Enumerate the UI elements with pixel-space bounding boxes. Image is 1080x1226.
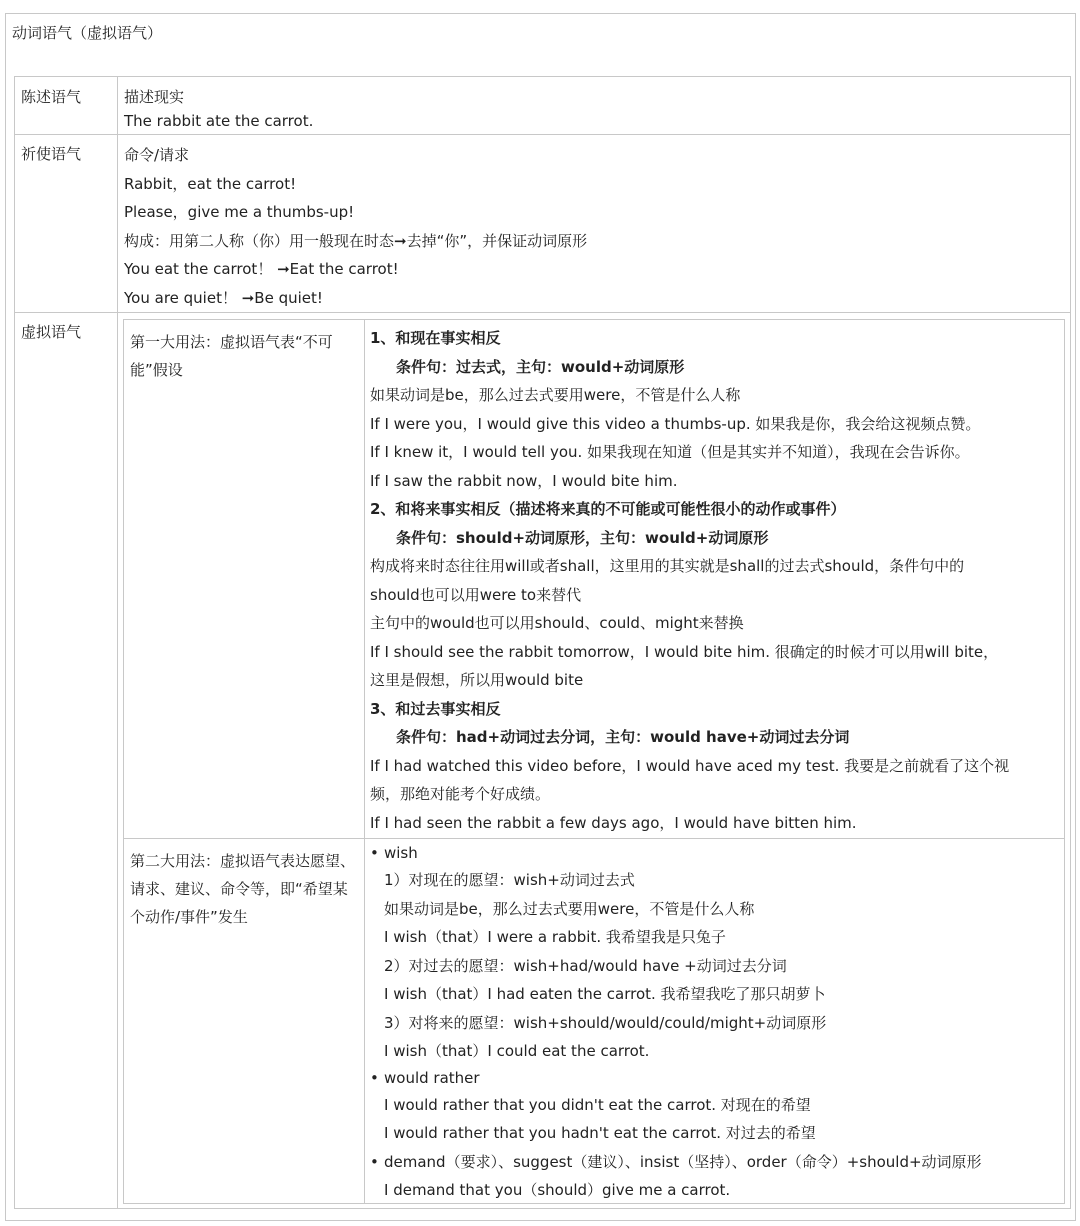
usage1-line: If I had seen the rabbit a few days ago，I would have bitten him. bbox=[370, 813, 857, 832]
imperative-line: You are quiet！ ➞Be quiet! bbox=[124, 288, 323, 307]
usage1-heading-future-formula: 条件句：should+动词原形，主句：would+动词原形 bbox=[396, 528, 769, 547]
usage1-heading-past: 3、和过去事实相反 bbox=[370, 699, 501, 718]
bullet-label: wish bbox=[384, 844, 418, 862]
imperative-line: 构成：用第二人称（你）用一般现在时态➞去掉“你”，并保证动词原形 bbox=[124, 231, 588, 250]
bullet-demand bbox=[370, 1148, 1059, 1177]
usage1-label-cell bbox=[123, 319, 365, 839]
usage1-line: If I saw the rabbit now，I would bite him. bbox=[370, 471, 678, 490]
usage2-line: I would rather that you didn't eat the carrot. 对现在的希望 bbox=[384, 1095, 811, 1114]
usage2-label: 第二大用法：虚拟语气表达愿望、请求、建议、命令等，即“希望某个动作/事件”发生 bbox=[130, 852, 356, 926]
imperative-line: You eat the carrot！ ➞Eat the carrot! bbox=[124, 260, 399, 278]
usage1-heading-future: 2、和将来事实相反（描述将来真的不可能或可能性很小的动作或事件） bbox=[370, 500, 846, 518]
imperative-line: Please，give me a thumbs-up! bbox=[124, 203, 355, 221]
bullet-wish bbox=[370, 841, 1059, 866]
usage1-heading-present-formula: 条件句：过去式，主句：would+动词原形 bbox=[396, 357, 685, 376]
usage1-line: If I had watched this video before，I would have aced my test. 我要是之前就看了这个视 bbox=[370, 756, 1010, 775]
usage2-line: I wish（that）I were a rabbit. 我希望我是只兔子 bbox=[384, 928, 726, 946]
indicative-line: 描述现实 bbox=[124, 88, 185, 106]
usage1-line: should也可以用were to来替代 bbox=[370, 585, 582, 604]
bullet-would-rather bbox=[370, 1066, 1059, 1091]
indicative-label: 陈述语气 bbox=[21, 88, 82, 106]
usage1-line: 频，那绝对能考个好成绩。 bbox=[370, 785, 551, 803]
usage1-line: 如果动词是be，那么过去式要用were，不管是什么人称 bbox=[370, 386, 741, 404]
usage1-label: 第一大用法：虚拟语气表“不可能”假设 bbox=[130, 333, 333, 379]
usage1-line: If I should see the rabbit tomorrow，I would bite him. 很确定的时候才可以用will bite， bbox=[370, 642, 999, 661]
bullet-icon: • bbox=[370, 1152, 379, 1171]
imperative-label: 祈使语气 bbox=[21, 145, 82, 163]
usage2-line: 2）对过去的愿望：wish+had/would have +动词过去分词 bbox=[384, 956, 787, 975]
indicative-line: The rabbit ate the carrot. bbox=[124, 112, 314, 130]
usage2-line: 3）对将来的愿望：wish+should/would/could/might+动词原形 bbox=[384, 1013, 827, 1032]
usage2-line: I would rather that you hadn't eat the carrot. 对过去的希望 bbox=[384, 1124, 816, 1142]
bullet-icon: • bbox=[370, 844, 379, 862]
usage1-content-cell bbox=[364, 319, 1065, 839]
imperative-label-cell bbox=[14, 134, 118, 313]
usage1-line: 构成将来时态往往用will或者shall，这里用的其实就是shall的过去式should，条件句中的 bbox=[370, 557, 965, 575]
imperative-line: Rabbit，eat the carrot! bbox=[124, 174, 297, 193]
imperative-content-cell bbox=[117, 134, 1071, 313]
usage2-content-cell bbox=[364, 838, 1065, 1204]
usage1-heading-past-formula: 条件句：had+动词过去分词，主句：would have+动词过去分词 bbox=[396, 728, 850, 746]
usage2-line: I wish（that）I could eat the carrot. bbox=[384, 1042, 650, 1060]
subjunctive-label-cell bbox=[14, 312, 118, 1209]
bullet-icon: • bbox=[370, 1068, 379, 1087]
usage2-line: I wish（that）I had eaten the carrot. 我希望我吃了那只胡萝卜 bbox=[384, 985, 826, 1003]
imperative-line: 命令/请求 bbox=[124, 146, 190, 164]
page-title: 动词语气（虚拟语气） bbox=[12, 24, 163, 42]
bullet-label: would rather bbox=[384, 1068, 480, 1087]
usage2-line: I demand that you（should）give me a carrot. bbox=[384, 1181, 731, 1199]
usage1-line: 这里是假想，所以用would bite bbox=[370, 671, 584, 689]
usage2-line: 如果动词是be，那么过去式要用were，不管是什么人称 bbox=[384, 899, 755, 918]
usage2-line: 1）对现在的愿望：wish+动词过去式 bbox=[384, 871, 635, 889]
bullet-label: demand（要求）、suggest（建议）、insist（坚持）、order（命令）+should+动词原形 bbox=[384, 1152, 982, 1171]
usage2-label-cell bbox=[123, 838, 365, 1204]
indicative-label-cell bbox=[14, 76, 118, 135]
usage1-line: If I knew it，I would tell you. 如果我现在知道（但是其实并不知道），我现在会告诉你。 bbox=[370, 443, 970, 461]
usage1-line: If I were you，I would give this video a thumbs-up. 如果我是你，我会给这视频点赞。 bbox=[370, 414, 981, 433]
usage1-line: 主句中的would也可以用should、could、might来替换 bbox=[370, 614, 744, 632]
indicative-content-cell bbox=[117, 76, 1071, 135]
subjunctive-label: 虚拟语气 bbox=[21, 323, 82, 341]
usage1-heading-present: 1、和现在事实相反 bbox=[370, 329, 501, 347]
